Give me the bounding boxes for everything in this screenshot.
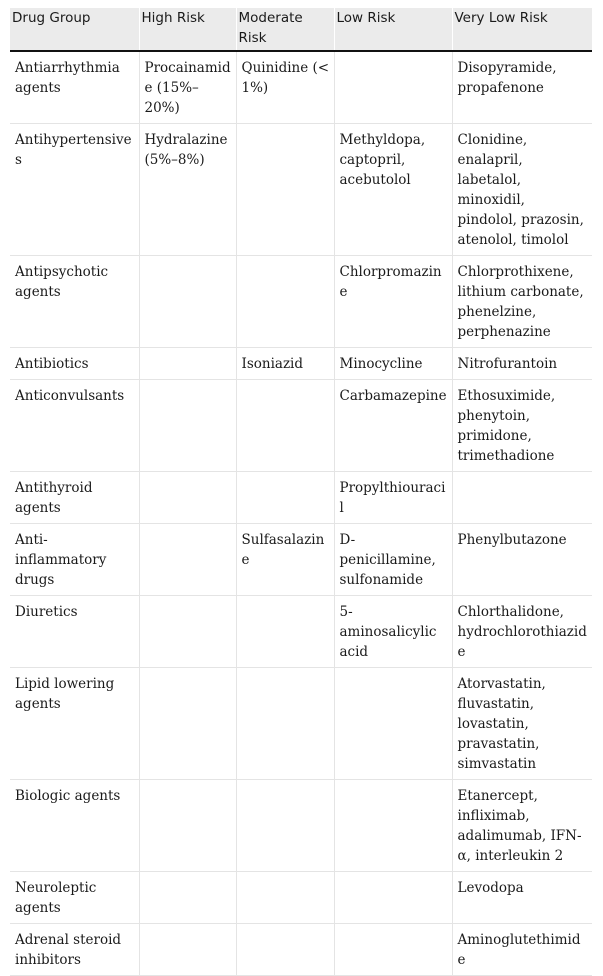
cell-very-low-risk: Clonidine, enalapril, labetalol, minoxidil, pindolol, prazosin, atenolol, timolol bbox=[452, 124, 592, 256]
cell-moderate-risk bbox=[236, 256, 334, 348]
cell-drug-group: Antibiotics bbox=[10, 348, 139, 380]
cell-very-low-risk: Nitrofurantoin bbox=[452, 348, 592, 380]
drug-risk-table bbox=[10, 8, 592, 976]
cell-high-risk bbox=[139, 596, 236, 668]
cell-low-risk: Minocycline bbox=[334, 348, 452, 380]
cell-drug-group: Biologic agents bbox=[10, 780, 139, 872]
cell-low-risk bbox=[334, 51, 452, 124]
cell-drug-group: Neuroleptic agents bbox=[10, 872, 139, 924]
cell-high-risk bbox=[139, 472, 236, 524]
cell-high-risk bbox=[139, 668, 236, 780]
cell-very-low-risk: Phenylbutazone bbox=[452, 524, 592, 596]
table-row bbox=[10, 596, 592, 668]
cell-high-risk bbox=[139, 256, 236, 348]
cell-low-risk bbox=[334, 780, 452, 872]
cell-very-low-risk: Chlorprothixene, lithium carbonate, phenelzine, perphenazine bbox=[452, 256, 592, 348]
cell-high-risk bbox=[139, 348, 236, 380]
cell-drug-group: Anticonvulsants bbox=[10, 380, 139, 472]
cell-moderate-risk bbox=[236, 124, 334, 256]
cell-high-risk: Procainamide (15%–20%) bbox=[139, 51, 236, 124]
table-row bbox=[10, 924, 592, 976]
cell-moderate-risk bbox=[236, 472, 334, 524]
cell-moderate-risk bbox=[236, 780, 334, 872]
cell-very-low-risk: Aminoglutethimide bbox=[452, 924, 592, 976]
cell-moderate-risk bbox=[236, 596, 334, 668]
cell-low-risk: 5-aminosalicylic acid bbox=[334, 596, 452, 668]
cell-moderate-risk bbox=[236, 380, 334, 472]
cell-high-risk bbox=[139, 872, 236, 924]
table-row bbox=[10, 872, 592, 924]
table-body bbox=[10, 51, 592, 976]
cell-high-risk bbox=[139, 524, 236, 596]
cell-very-low-risk: Atorvastatin, fluvastatin, lovastatin, pravastatin, simvastatin bbox=[452, 668, 592, 780]
table-row bbox=[10, 51, 592, 124]
cell-moderate-risk bbox=[236, 872, 334, 924]
cell-low-risk bbox=[334, 872, 452, 924]
cell-moderate-risk: Quinidine (< 1%) bbox=[236, 51, 334, 124]
header-low-risk: Low Risk bbox=[334, 8, 452, 51]
table-row bbox=[10, 780, 592, 872]
cell-very-low-risk: Chlorthalidone, hydrochlorothiazide bbox=[452, 596, 592, 668]
cell-high-risk bbox=[139, 780, 236, 872]
drug-risk-table-container bbox=[10, 8, 592, 976]
cell-very-low-risk: Ethosuximide, phenytoin, primidone, trimethadione bbox=[452, 380, 592, 472]
header-row bbox=[10, 8, 592, 51]
cell-low-risk: Carbamazepine bbox=[334, 380, 452, 472]
cell-moderate-risk bbox=[236, 924, 334, 976]
cell-low-risk bbox=[334, 668, 452, 780]
table-header bbox=[10, 8, 592, 51]
table-row bbox=[10, 124, 592, 256]
cell-low-risk bbox=[334, 924, 452, 976]
table-row bbox=[10, 348, 592, 380]
cell-drug-group: Antithyroid agents bbox=[10, 472, 139, 524]
cell-drug-group: Anti-inflammatory drugs bbox=[10, 524, 139, 596]
table-row bbox=[10, 524, 592, 596]
table-row bbox=[10, 380, 592, 472]
cell-low-risk: Chlorpromazine bbox=[334, 256, 452, 348]
cell-low-risk: Propylthiouracil bbox=[334, 472, 452, 524]
table-row bbox=[10, 256, 592, 348]
cell-very-low-risk: Levodopa bbox=[452, 872, 592, 924]
cell-very-low-risk: Disopyramide, propafenone bbox=[452, 51, 592, 124]
table-row bbox=[10, 472, 592, 524]
cell-high-risk: Hydralazine (5%–8%) bbox=[139, 124, 236, 256]
cell-low-risk: Methyldopa, captopril, acebutolol bbox=[334, 124, 452, 256]
cell-very-low-risk: Etanercept, infliximab, adalimumab, IFN-α, interleukin 2 bbox=[452, 780, 592, 872]
cell-drug-group: Lipid lowering agents bbox=[10, 668, 139, 780]
header-moderate-risk: Moderate Risk bbox=[236, 8, 334, 51]
cell-high-risk bbox=[139, 924, 236, 976]
header-drug-group: Drug Group bbox=[10, 8, 139, 51]
cell-drug-group: Adrenal steroid inhibitors bbox=[10, 924, 139, 976]
cell-moderate-risk: Isoniazid bbox=[236, 348, 334, 380]
cell-moderate-risk: Sulfasalazine bbox=[236, 524, 334, 596]
cell-low-risk: D-penicillamine, sulfonamide bbox=[334, 524, 452, 596]
table-row bbox=[10, 668, 592, 780]
cell-drug-group: Antihypertensives bbox=[10, 124, 139, 256]
cell-drug-group: Antipsychotic agents bbox=[10, 256, 139, 348]
cell-drug-group: Antiarrhythmia agents bbox=[10, 51, 139, 124]
cell-drug-group: Diuretics bbox=[10, 596, 139, 668]
header-high-risk: High Risk bbox=[139, 8, 236, 51]
header-very-low-risk: Very Low Risk bbox=[452, 8, 592, 51]
cell-high-risk bbox=[139, 380, 236, 472]
cell-very-low-risk bbox=[452, 472, 592, 524]
cell-moderate-risk bbox=[236, 668, 334, 780]
